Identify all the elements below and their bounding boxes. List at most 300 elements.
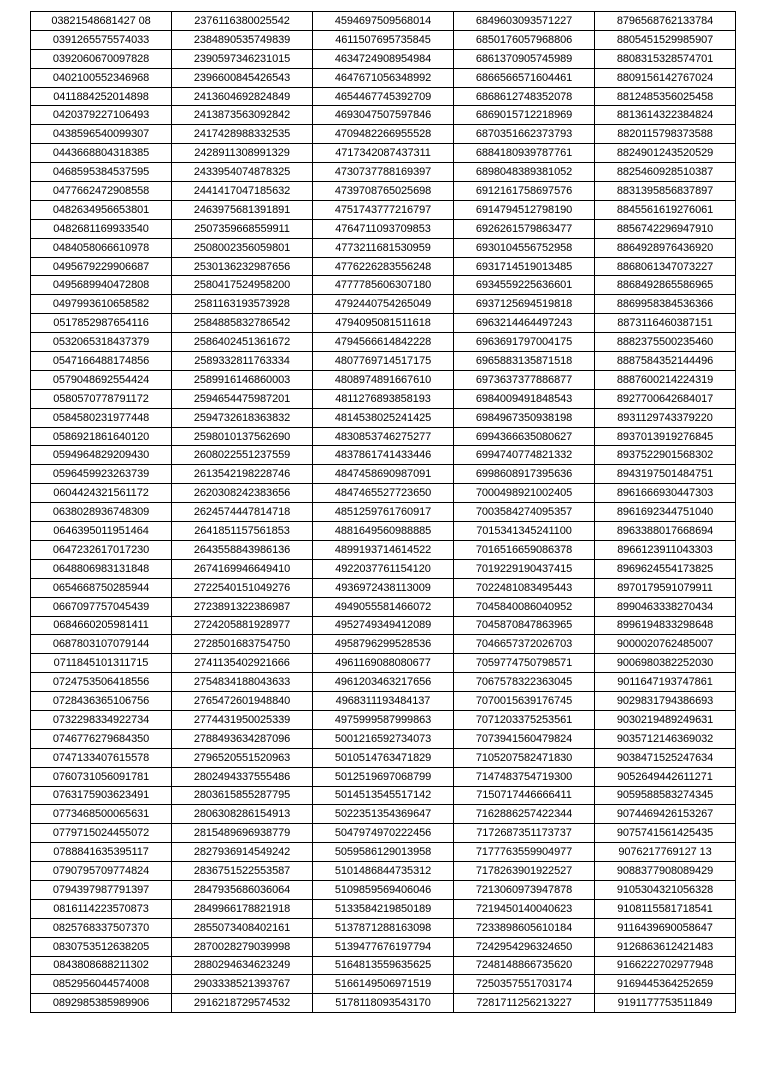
table-cell-col-4: 6934559225636601 bbox=[454, 276, 595, 295]
table-cell-col-4: 7233898605610184 bbox=[454, 918, 595, 937]
table-cell-col-4: 6868612748352078 bbox=[454, 87, 595, 106]
table-cell-col-5: 9075741561425435 bbox=[595, 824, 736, 843]
table-cell-col-3: 5178118093543170 bbox=[313, 994, 454, 1013]
table-cell-col-5: 8966123911043303 bbox=[595, 540, 736, 559]
table-cell-col-1: 0391265575574033 bbox=[31, 30, 172, 49]
table-cell-col-2: 2806308286154913 bbox=[172, 805, 313, 824]
table-cell-col-4: 6994366635080627 bbox=[454, 427, 595, 446]
table-cell-col-5: 9011647193747861 bbox=[595, 673, 736, 692]
table-cell-col-3: 5166149506971519 bbox=[313, 975, 454, 994]
table-cell-col-5: 8845561619276061 bbox=[595, 200, 736, 219]
table-cell-col-4: 7172687351173737 bbox=[454, 824, 595, 843]
table-cell-col-4: 6994740774821332 bbox=[454, 446, 595, 465]
table-cell-col-1: 0794397987791397 bbox=[31, 880, 172, 899]
table-row bbox=[31, 843, 736, 862]
table-cell-col-3: 4611507695735845 bbox=[313, 30, 454, 49]
table-cell-col-1: 0825768337507370 bbox=[31, 918, 172, 937]
table-cell-col-3: 5010514763471829 bbox=[313, 748, 454, 767]
table-cell-col-3: 4961169088080677 bbox=[313, 654, 454, 673]
table-cell-col-2: 2880294634623249 bbox=[172, 956, 313, 975]
table-cell-col-3: 5133584219850189 bbox=[313, 899, 454, 918]
table-cell-col-4: 7016516659086378 bbox=[454, 540, 595, 559]
table-cell-col-2: 2508002356059801 bbox=[172, 238, 313, 257]
table-cell-col-5: 9006980382252030 bbox=[595, 654, 736, 673]
table-cell-col-2: 2728501683754750 bbox=[172, 635, 313, 654]
table-cell-col-1: 0843808688211302 bbox=[31, 956, 172, 975]
table-cell-col-5: 8882375500235460 bbox=[595, 333, 736, 352]
table-row bbox=[31, 446, 736, 465]
table-cell-col-1: 0654668750285944 bbox=[31, 578, 172, 597]
table-cell-col-1: 0790795709774824 bbox=[31, 862, 172, 881]
table-cell-col-1: 0732298334922734 bbox=[31, 710, 172, 729]
table-row bbox=[31, 352, 736, 371]
table-cell-col-5: 9029831794386693 bbox=[595, 692, 736, 711]
table-cell-col-5: 8820115798373588 bbox=[595, 125, 736, 144]
table-row bbox=[31, 144, 736, 163]
table-row bbox=[31, 559, 736, 578]
table-cell-col-3: 4847465527723650 bbox=[313, 484, 454, 503]
table-row bbox=[31, 597, 736, 616]
table-cell-col-1: 0604424321561172 bbox=[31, 484, 172, 503]
table-cell-col-2: 2903338521393767 bbox=[172, 975, 313, 994]
table-cell-col-4: 6973637377886877 bbox=[454, 370, 595, 389]
table-cell-col-3: 5101486844735312 bbox=[313, 862, 454, 881]
table-cell-col-5: 9108115581718541 bbox=[595, 899, 736, 918]
table-cell-col-2: 2827936914549242 bbox=[172, 843, 313, 862]
table-cell-col-4: 7219450140040623 bbox=[454, 899, 595, 918]
table-cell-col-2: 2463975681391891 bbox=[172, 200, 313, 219]
table-row bbox=[31, 200, 736, 219]
table-cell-col-2: 2594732618363832 bbox=[172, 408, 313, 427]
table-cell-col-5: 8963388017668694 bbox=[595, 522, 736, 541]
table-cell-col-5: 8961666930447303 bbox=[595, 484, 736, 503]
table-cell-col-2: 2598010137562690 bbox=[172, 427, 313, 446]
table-cell-col-3: 4847458690987091 bbox=[313, 465, 454, 484]
table-cell-col-1: 0646395011951464 bbox=[31, 522, 172, 541]
table-cell-col-1: 0482681169933540 bbox=[31, 219, 172, 238]
table-cell-col-3: 4936972438113009 bbox=[313, 578, 454, 597]
table-cell-col-2: 2620308242383656 bbox=[172, 484, 313, 503]
table-cell-col-5: 9030219489249631 bbox=[595, 710, 736, 729]
table-cell-col-5: 9191177753511849 bbox=[595, 994, 736, 1013]
table-cell-col-3: 4693047507597846 bbox=[313, 106, 454, 125]
table-cell-col-4: 6937125694519818 bbox=[454, 295, 595, 314]
table-row bbox=[31, 918, 736, 937]
table-cell-col-2: 2754834188043633 bbox=[172, 673, 313, 692]
table-row bbox=[31, 314, 736, 333]
table-cell-col-3: 4851259761760917 bbox=[313, 503, 454, 522]
table-cell-col-3: 4794566614842228 bbox=[313, 333, 454, 352]
table-cell-col-2: 2624574447814718 bbox=[172, 503, 313, 522]
table-cell-col-1: 0468595384537595 bbox=[31, 163, 172, 182]
table-cell-col-5: 8831395856837897 bbox=[595, 182, 736, 201]
table-cell-col-2: 2608022551237559 bbox=[172, 446, 313, 465]
table-cell-col-4: 6869015712218969 bbox=[454, 106, 595, 125]
table-cell-col-2: 2802494337555486 bbox=[172, 767, 313, 786]
table-row bbox=[31, 465, 736, 484]
table-row bbox=[31, 786, 736, 805]
table-cell-col-1: 0532065318437379 bbox=[31, 333, 172, 352]
table-cell-col-5: 8943197501484751 bbox=[595, 465, 736, 484]
table-row bbox=[31, 899, 736, 918]
table-cell-col-1: 0763175903623491 bbox=[31, 786, 172, 805]
table-cell-col-5: 8996194833298648 bbox=[595, 616, 736, 635]
table-cell-col-1: 0477662472908558 bbox=[31, 182, 172, 201]
table-cell-col-5: 9169445364252659 bbox=[595, 975, 736, 994]
table-cell-col-4: 7178263901922527 bbox=[454, 862, 595, 881]
table-cell-col-5: 8887584352144496 bbox=[595, 352, 736, 371]
table-row bbox=[31, 880, 736, 899]
table-cell-col-2: 2741135402921666 bbox=[172, 654, 313, 673]
table-cell-col-4: 6984009491848543 bbox=[454, 389, 595, 408]
table-cell-col-5: 8970179591079911 bbox=[595, 578, 736, 597]
table-row bbox=[31, 333, 736, 352]
table-row bbox=[31, 257, 736, 276]
table-cell-col-1: 0779715024455072 bbox=[31, 824, 172, 843]
table-cell-col-1: 0711845101311715 bbox=[31, 654, 172, 673]
table-cell-col-1: 0647232617017230 bbox=[31, 540, 172, 559]
table-row bbox=[31, 370, 736, 389]
table-cell-col-1: 0684660205981411 bbox=[31, 616, 172, 635]
table-row bbox=[31, 937, 736, 956]
table-row bbox=[31, 748, 736, 767]
table-cell-col-3: 4709482266955528 bbox=[313, 125, 454, 144]
table-cell-col-5: 9035712146369032 bbox=[595, 729, 736, 748]
table-row bbox=[31, 30, 736, 49]
table-cell-col-4: 6912161758697576 bbox=[454, 182, 595, 201]
table-cell-col-1: 0443668804318385 bbox=[31, 144, 172, 163]
table-cell-col-1: 0495679229906687 bbox=[31, 257, 172, 276]
table-cell-col-5: 9088377908089429 bbox=[595, 862, 736, 881]
table-cell-col-4: 7000498921002405 bbox=[454, 484, 595, 503]
table-cell-col-4: 6963691797004175 bbox=[454, 333, 595, 352]
table-cell-col-2: 2594654475987201 bbox=[172, 389, 313, 408]
table-cell-col-5: 8887600214224319 bbox=[595, 370, 736, 389]
table-cell-col-5: 9052649442611271 bbox=[595, 767, 736, 786]
table-cell-col-1: 0816114223570873 bbox=[31, 899, 172, 918]
table-cell-col-4: 6963214464497243 bbox=[454, 314, 595, 333]
table-cell-col-5: 8856742296947910 bbox=[595, 219, 736, 238]
table-cell-col-1: 03821548681427 08 bbox=[31, 12, 172, 31]
table-cell-col-2: 2589916146860003 bbox=[172, 370, 313, 389]
table-cell-col-4: 7067578322363045 bbox=[454, 673, 595, 692]
table-cell-col-5: 8808315328574701 bbox=[595, 49, 736, 68]
table-cell-col-5: 9038471525247634 bbox=[595, 748, 736, 767]
table-cell-col-3: 4949055581466072 bbox=[313, 597, 454, 616]
table-row bbox=[31, 87, 736, 106]
table-cell-col-1: 0773468500065631 bbox=[31, 805, 172, 824]
table-row bbox=[31, 68, 736, 87]
table-cell-col-4: 7045840086040952 bbox=[454, 597, 595, 616]
table-cell-col-3: 4881649560988885 bbox=[313, 522, 454, 541]
table-cell-col-3: 4952749349412089 bbox=[313, 616, 454, 635]
table-cell-col-4: 6850176057968806 bbox=[454, 30, 595, 49]
table-cell-col-5: 8825460928510387 bbox=[595, 163, 736, 182]
table-cell-col-4: 6926261579863477 bbox=[454, 219, 595, 238]
table-cell-col-4: 6984967350938198 bbox=[454, 408, 595, 427]
table-cell-col-5: 8812485356025458 bbox=[595, 87, 736, 106]
table-row bbox=[31, 673, 736, 692]
table-cell-col-5: 8990463338270434 bbox=[595, 597, 736, 616]
table-cell-col-5: 9166222702977948 bbox=[595, 956, 736, 975]
table-cell-col-4: 6930104556752958 bbox=[454, 238, 595, 257]
table-cell-col-3: 4777785606307180 bbox=[313, 276, 454, 295]
table-cell-col-2: 2847935686036064 bbox=[172, 880, 313, 899]
table-cell-col-2: 2788493634287096 bbox=[172, 729, 313, 748]
table-cell-col-5: 8961692344751040 bbox=[595, 503, 736, 522]
table-cell-col-2: 2870028279039998 bbox=[172, 937, 313, 956]
table-row bbox=[31, 503, 736, 522]
table-cell-col-5: 8927700642684017 bbox=[595, 389, 736, 408]
table-cell-col-3: 4830853746275277 bbox=[313, 427, 454, 446]
table-cell-col-4: 7071203375253561 bbox=[454, 710, 595, 729]
table-cell-col-1: 0892985385989906 bbox=[31, 994, 172, 1013]
table-cell-col-2: 2441417047185632 bbox=[172, 182, 313, 201]
table-cell-col-1: 0438596540099307 bbox=[31, 125, 172, 144]
table-row bbox=[31, 975, 736, 994]
table-cell-col-2: 2815489696938779 bbox=[172, 824, 313, 843]
table-row bbox=[31, 295, 736, 314]
table-cell-col-3: 4776226283556248 bbox=[313, 257, 454, 276]
table-row bbox=[31, 729, 736, 748]
table-cell-col-3: 4634724908954984 bbox=[313, 49, 454, 68]
table-cell-col-4: 7059774750798571 bbox=[454, 654, 595, 673]
table-cell-col-4: 7242954296324650 bbox=[454, 937, 595, 956]
table-cell-col-4: 6870351662373793 bbox=[454, 125, 595, 144]
table-cell-col-5: 8824901243520529 bbox=[595, 144, 736, 163]
table-cell-col-5: 9116439690058647 bbox=[595, 918, 736, 937]
table-row bbox=[31, 824, 736, 843]
table-cell-col-3: 4814538025241425 bbox=[313, 408, 454, 427]
table-row bbox=[31, 427, 736, 446]
table-cell-col-2: 2916218729574532 bbox=[172, 994, 313, 1013]
table-cell-col-5: 9000020762485007 bbox=[595, 635, 736, 654]
table-cell-col-3: 5001216592734073 bbox=[313, 729, 454, 748]
table-cell-col-4: 7248148866735620 bbox=[454, 956, 595, 975]
table-row bbox=[31, 578, 736, 597]
table-cell-col-4: 7250357551703174 bbox=[454, 975, 595, 994]
table-cell-col-2: 2580417524958200 bbox=[172, 276, 313, 295]
table-cell-col-4: 7177763559904977 bbox=[454, 843, 595, 862]
table-row bbox=[31, 994, 736, 1013]
table-cell-col-5: 9126863612421483 bbox=[595, 937, 736, 956]
table-cell-col-3: 5059586129013958 bbox=[313, 843, 454, 862]
table-cell-col-5: 8864928976436920 bbox=[595, 238, 736, 257]
table-cell-col-2: 2376116380025542 bbox=[172, 12, 313, 31]
table-cell-col-2: 2643558843986136 bbox=[172, 540, 313, 559]
table-cell-col-5: 9059588583274345 bbox=[595, 786, 736, 805]
table-row bbox=[31, 12, 736, 31]
table-cell-col-1: 0830753512638205 bbox=[31, 937, 172, 956]
table-cell-col-2: 2581163193573928 bbox=[172, 295, 313, 314]
table-cell-col-4: 7147483754719300 bbox=[454, 767, 595, 786]
table-cell-col-3: 4975999587999863 bbox=[313, 710, 454, 729]
table-cell-col-5: 8868492865586965 bbox=[595, 276, 736, 295]
table-cell-col-3: 4807769714517175 bbox=[313, 352, 454, 371]
table-cell-col-2: 2674169946649410 bbox=[172, 559, 313, 578]
table-cell-col-1: 0484058066610978 bbox=[31, 238, 172, 257]
table-cell-col-3: 4794095081511618 bbox=[313, 314, 454, 333]
table-cell-col-4: 7073941560479824 bbox=[454, 729, 595, 748]
table-cell-col-2: 2613542198228746 bbox=[172, 465, 313, 484]
table-cell-col-2: 2413604692824849 bbox=[172, 87, 313, 106]
table-cell-col-3: 4899193714614522 bbox=[313, 540, 454, 559]
table-cell-col-3: 4961203463217656 bbox=[313, 673, 454, 692]
table-cell-col-2: 2836751522553587 bbox=[172, 862, 313, 881]
table-cell-col-5: 8931129743379220 bbox=[595, 408, 736, 427]
table-cell-col-3: 5139477676197794 bbox=[313, 937, 454, 956]
table-cell-col-2: 2428911308991329 bbox=[172, 144, 313, 163]
table-cell-col-3: 5137871288163098 bbox=[313, 918, 454, 937]
table-cell-col-1: 0547166488174856 bbox=[31, 352, 172, 371]
table-cell-col-2: 2765472601948840 bbox=[172, 692, 313, 711]
table-cell-col-4: 7022481083495443 bbox=[454, 578, 595, 597]
number-table-body bbox=[31, 12, 736, 1013]
table-row bbox=[31, 710, 736, 729]
table-cell-col-3: 5014513545517142 bbox=[313, 786, 454, 805]
table-row bbox=[31, 49, 736, 68]
table-cell-col-5: 9105304321056328 bbox=[595, 880, 736, 899]
table-cell-col-1: 0497993610658582 bbox=[31, 295, 172, 314]
table-cell-col-1: 0579048692554424 bbox=[31, 370, 172, 389]
table-row bbox=[31, 805, 736, 824]
table-cell-col-4: 7019229190437415 bbox=[454, 559, 595, 578]
table-cell-col-2: 2586402451361672 bbox=[172, 333, 313, 352]
table-cell-col-1: 0392060670097828 bbox=[31, 49, 172, 68]
table-cell-col-1: 0747133407615578 bbox=[31, 748, 172, 767]
table-row bbox=[31, 616, 736, 635]
table-cell-col-3: 4717342087437311 bbox=[313, 144, 454, 163]
table-cell-col-1: 0420379227106493 bbox=[31, 106, 172, 125]
table-row bbox=[31, 276, 736, 295]
table-row bbox=[31, 125, 736, 144]
table-cell-col-3: 5109859569406046 bbox=[313, 880, 454, 899]
table-cell-col-2: 2724205881928977 bbox=[172, 616, 313, 635]
table-row bbox=[31, 522, 736, 541]
table-row bbox=[31, 484, 736, 503]
table-cell-col-3: 5022351354369647 bbox=[313, 805, 454, 824]
table-cell-col-5: 8796568762133784 bbox=[595, 12, 736, 31]
table-cell-col-3: 4968311193484137 bbox=[313, 692, 454, 711]
table-cell-col-5: 8813614322384824 bbox=[595, 106, 736, 125]
table-cell-col-3: 4773211681530959 bbox=[313, 238, 454, 257]
table-cell-col-5: 8868061347073227 bbox=[595, 257, 736, 276]
table-cell-col-3: 4837861741433446 bbox=[313, 446, 454, 465]
table-cell-col-2: 2641851157561853 bbox=[172, 522, 313, 541]
number-table bbox=[30, 11, 736, 1013]
table-cell-col-2: 2774431950025339 bbox=[172, 710, 313, 729]
table-cell-col-4: 7015341345241100 bbox=[454, 522, 595, 541]
table-cell-col-3: 4751743777216797 bbox=[313, 200, 454, 219]
table-cell-col-2: 2849966178821918 bbox=[172, 899, 313, 918]
table-cell-col-2: 2796520551520963 bbox=[172, 748, 313, 767]
table-cell-col-3: 4647671056348992 bbox=[313, 68, 454, 87]
table-cell-col-2: 2507359668559911 bbox=[172, 219, 313, 238]
table-cell-col-3: 4730737788169397 bbox=[313, 163, 454, 182]
table-cell-col-4: 6965883135871518 bbox=[454, 352, 595, 371]
table-cell-col-2: 2433954074878325 bbox=[172, 163, 313, 182]
table-cell-col-5: 8869958384536366 bbox=[595, 295, 736, 314]
table-cell-col-2: 2589332811763334 bbox=[172, 352, 313, 371]
table-row bbox=[31, 219, 736, 238]
table-row bbox=[31, 163, 736, 182]
table-cell-col-4: 7162886257422344 bbox=[454, 805, 595, 824]
table-cell-col-3: 4654467745392709 bbox=[313, 87, 454, 106]
table-cell-col-1: 0517852987654116 bbox=[31, 314, 172, 333]
table-cell-col-5: 9076217769127 13 bbox=[595, 843, 736, 862]
table-cell-col-4: 6931714519013485 bbox=[454, 257, 595, 276]
table-row bbox=[31, 956, 736, 975]
table-cell-col-1: 0482634956653801 bbox=[31, 200, 172, 219]
table-cell-col-3: 4792440754265049 bbox=[313, 295, 454, 314]
table-cell-col-4: 6998608917395636 bbox=[454, 465, 595, 484]
table-cell-col-4: 6861370905745989 bbox=[454, 49, 595, 68]
table-cell-col-3: 4808974891667610 bbox=[313, 370, 454, 389]
table-row bbox=[31, 654, 736, 673]
table-row bbox=[31, 106, 736, 125]
table-cell-col-3: 5047974970222456 bbox=[313, 824, 454, 843]
table-cell-col-4: 6866566571604461 bbox=[454, 68, 595, 87]
table-cell-col-1: 0596459923263739 bbox=[31, 465, 172, 484]
table-cell-col-1: 0746776279684350 bbox=[31, 729, 172, 748]
table-cell-col-3: 4764711093709853 bbox=[313, 219, 454, 238]
table-row bbox=[31, 408, 736, 427]
table-cell-col-5: 8937013919276845 bbox=[595, 427, 736, 446]
table-cell-col-1: 0586921861640120 bbox=[31, 427, 172, 446]
table-cell-col-2: 2722540151049276 bbox=[172, 578, 313, 597]
table-cell-col-3: 4594697509568014 bbox=[313, 12, 454, 31]
table-cell-col-4: 6914794512798190 bbox=[454, 200, 595, 219]
table-cell-col-3: 4811276893858193 bbox=[313, 389, 454, 408]
table-cell-col-1: 0667097757045439 bbox=[31, 597, 172, 616]
table-cell-col-4: 6884180939787761 bbox=[454, 144, 595, 163]
table-row bbox=[31, 767, 736, 786]
table-cell-col-2: 2855073408402161 bbox=[172, 918, 313, 937]
table-cell-col-3: 5012519697068799 bbox=[313, 767, 454, 786]
table-row bbox=[31, 635, 736, 654]
table-cell-col-4: 6898048389381052 bbox=[454, 163, 595, 182]
table-cell-col-5: 8809156142767024 bbox=[595, 68, 736, 87]
table-cell-col-2: 2584885832786542 bbox=[172, 314, 313, 333]
table-cell-col-2: 2723891322386987 bbox=[172, 597, 313, 616]
table-cell-col-2: 2803615855287795 bbox=[172, 786, 313, 805]
table-cell-col-3: 4922037761154120 bbox=[313, 559, 454, 578]
table-cell-col-1: 0402100552346968 bbox=[31, 68, 172, 87]
table-cell-col-3: 5164813559635625 bbox=[313, 956, 454, 975]
table-cell-col-1: 0648806983131848 bbox=[31, 559, 172, 578]
table-cell-col-1: 0852956044574008 bbox=[31, 975, 172, 994]
table-cell-col-4: 7150717446666411 bbox=[454, 786, 595, 805]
table-cell-col-1: 0580570778791172 bbox=[31, 389, 172, 408]
table-cell-col-1: 0411884252014898 bbox=[31, 87, 172, 106]
table-cell-col-5: 8969624554173825 bbox=[595, 559, 736, 578]
table-cell-col-2: 2417428988332535 bbox=[172, 125, 313, 144]
table-cell-col-4: 6849603093571227 bbox=[454, 12, 595, 31]
table-cell-col-1: 0594964829209430 bbox=[31, 446, 172, 465]
table-cell-col-1: 0788841635395117 bbox=[31, 843, 172, 862]
table-cell-col-1: 0728436365106756 bbox=[31, 692, 172, 711]
table-cell-col-4: 7045870847863965 bbox=[454, 616, 595, 635]
table-cell-col-2: 2396600845426543 bbox=[172, 68, 313, 87]
table-row bbox=[31, 389, 736, 408]
table-cell-col-4: 7070015639176745 bbox=[454, 692, 595, 711]
table-row bbox=[31, 238, 736, 257]
table-cell-col-4: 7105207582471830 bbox=[454, 748, 595, 767]
table-cell-col-5: 9074469426153267 bbox=[595, 805, 736, 824]
table-cell-col-1: 0724753506418556 bbox=[31, 673, 172, 692]
table-cell-col-1: 0495689940472808 bbox=[31, 276, 172, 295]
table-cell-col-4: 7281711256213227 bbox=[454, 994, 595, 1013]
